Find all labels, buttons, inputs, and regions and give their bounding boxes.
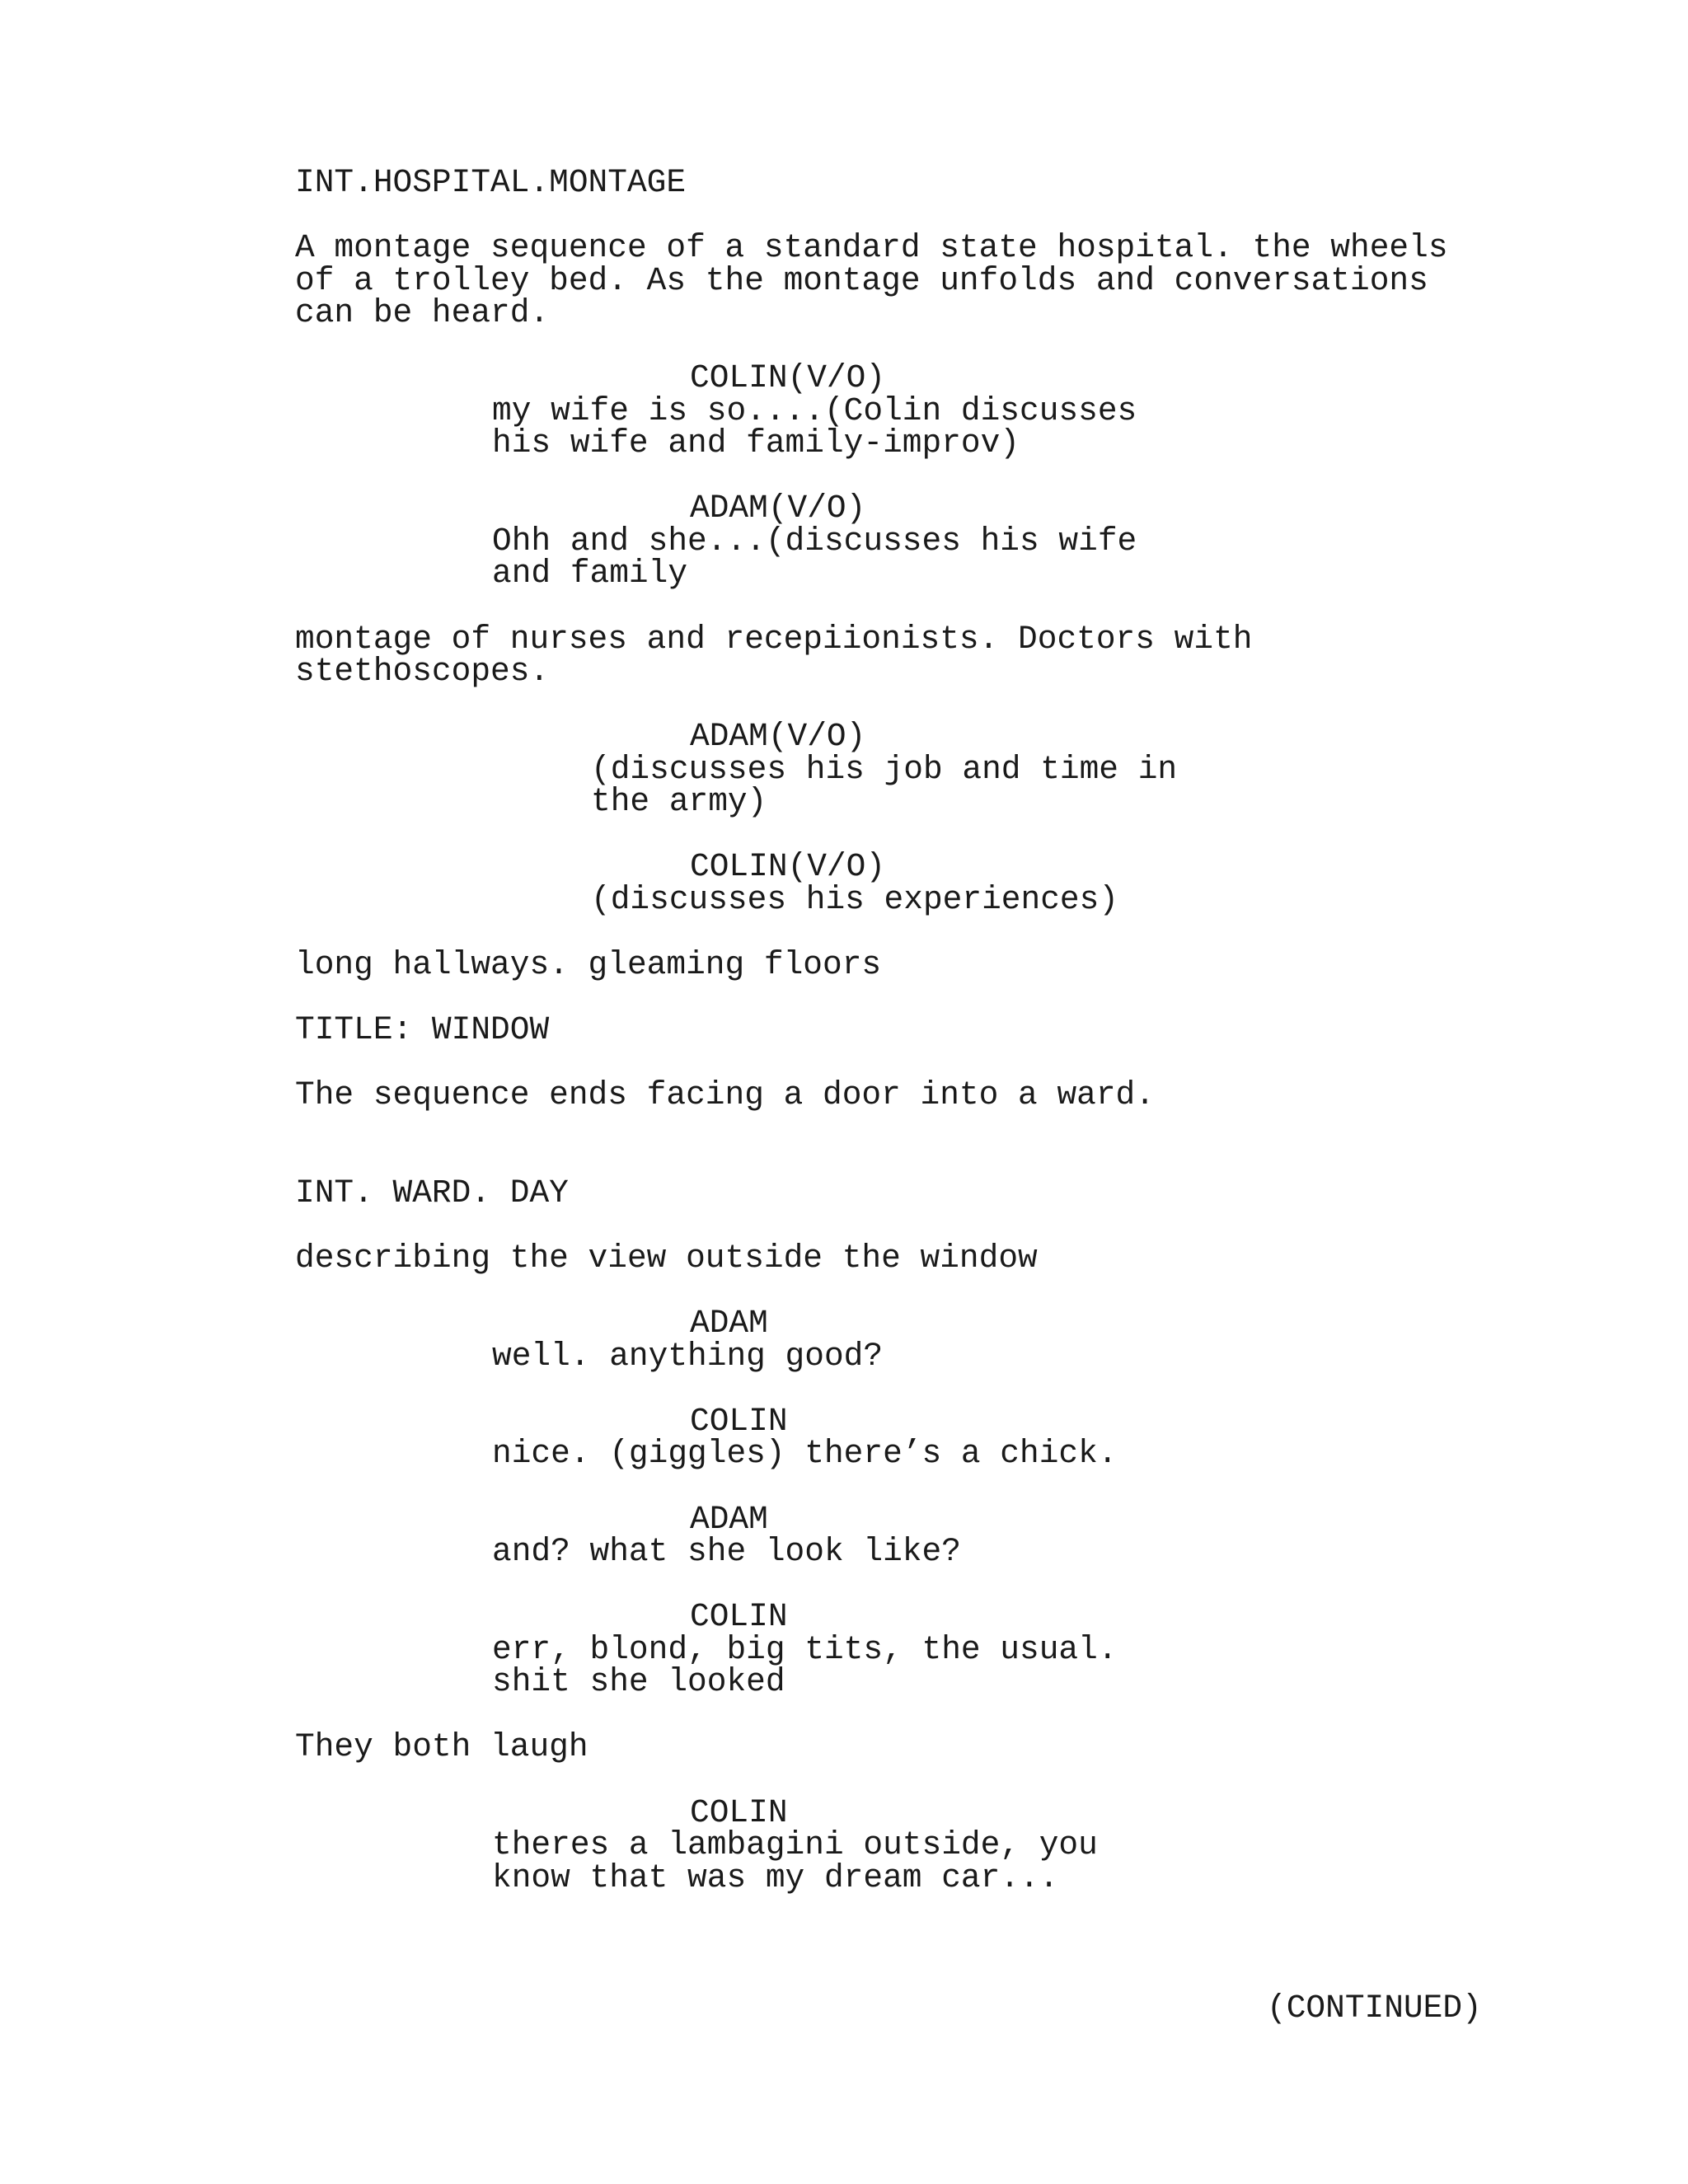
dialogue-line: theres a lambagini outside, you [492,1826,1098,1863]
character-cue: ADAM(V/O) [690,490,866,527]
action-line: of a trolley bed. As the montage unfolds and conversations [295,262,1428,299]
character-cue: COLIN [690,1794,788,1831]
dialogue-line: nice. (giggles) there’s a chick. [492,1435,1118,1472]
dialogue-line: his wife and family-improv) [492,424,1020,462]
character-cue: COLIN [690,1403,788,1440]
character-cue: COLIN(V/O) [690,848,886,885]
character-cue: ADAM [690,1501,768,1538]
dialogue-line: well. anything good? [492,1338,884,1375]
action-line: describing the view outside the window [295,1240,1038,1277]
action-line: can be heard. [295,294,550,331]
character-cue: COLIN(V/O) [690,359,886,396]
character-cue: COLIN [690,1598,788,1635]
dialogue-line: and? what she look like? [492,1533,961,1570]
scene-heading: INT. WARD. DAY [295,1174,569,1212]
continued-marker: (CONTINUED) [1267,1990,1482,2027]
character-cue: ADAM(V/O) [690,718,866,755]
title-card: TITLE: WINDOW [295,1011,550,1048]
dialogue-line: err, blond, big tits, the usual. [492,1631,1118,1668]
action-line: stethoscopes. [295,653,550,690]
scene-heading: INT.HOSPITAL.MONTAGE [295,164,687,201]
dialogue-line: the army) [591,783,767,820]
action-line: A montage sequence of a standard state hospital. the wheels [295,229,1448,266]
dialogue-line: shit she looked [492,1663,785,1700]
dialogue-line: know that was my dream car... [492,1859,1059,1896]
dialogue-line: Ohh and she...(discusses his wife [492,523,1137,560]
action-line: They both laugh [295,1728,588,1765]
action-line: long hallways. gleaming floors [295,946,882,983]
action-line: montage of nurses and recepiionists. Doctors with [295,621,1253,658]
action-line: The sequence ends facing a door into a ward. [295,1076,1155,1113]
dialogue-line: (discusses his job and time in [591,751,1178,788]
character-cue: ADAM [690,1305,768,1342]
dialogue-line: (discusses his experiences) [591,881,1119,918]
dialogue-line: my wife is so....(Colin discusses [492,392,1137,429]
dialogue-line: and family [492,555,688,592]
